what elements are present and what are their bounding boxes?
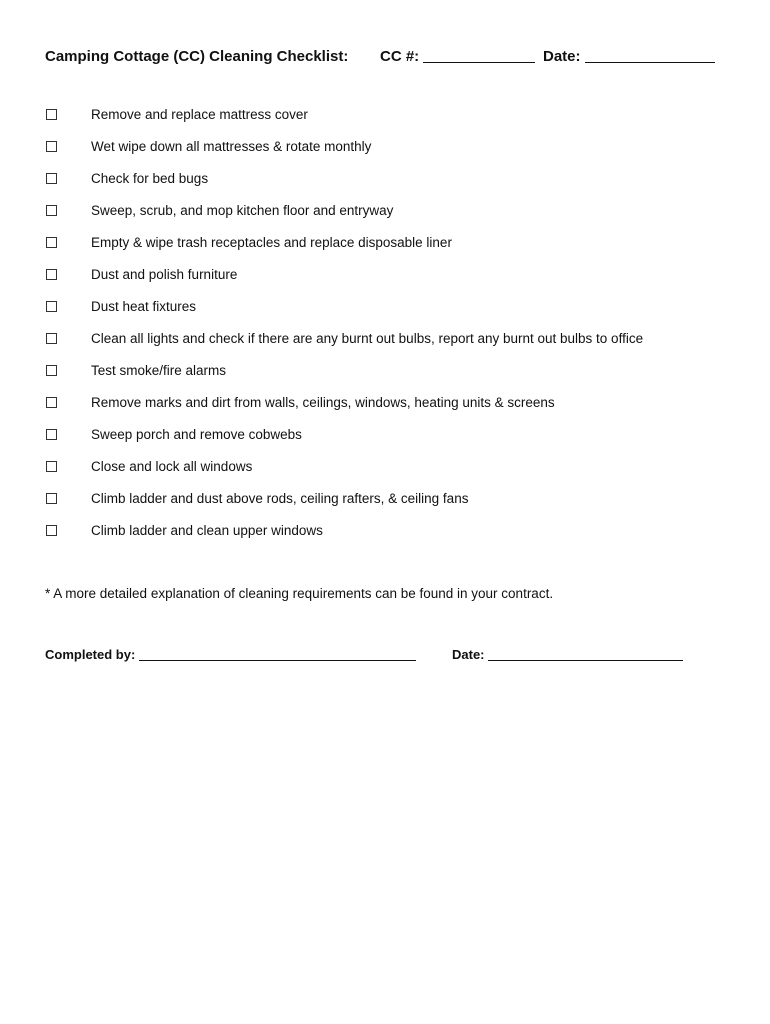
document-title: Camping Cottage (CC) Cleaning Checklist: — [45, 48, 349, 65]
checkbox[interactable] — [46, 493, 57, 504]
completed-by-label: Completed by: — [45, 647, 136, 662]
checkbox[interactable] — [46, 237, 57, 248]
checkbox[interactable] — [46, 461, 57, 472]
contract-note: * A more detailed explanation of cleaning requirements can be found in your contract. — [45, 586, 554, 601]
footer-date-label: Date: — [452, 647, 485, 662]
checklist-item — [45, 297, 735, 329]
checklist-item — [45, 233, 735, 265]
checklist-item — [45, 489, 735, 521]
checklist-item-text: Remove marks and dirt from walls, ceilings, windows, heating units & screens — [91, 395, 555, 410]
checklist-item-text: Check for bed bugs — [91, 171, 209, 186]
footer-date-field — [452, 647, 683, 662]
checklist-item-text: Dust and polish furniture — [91, 267, 238, 282]
checkbox[interactable] — [46, 269, 57, 280]
cc-number-field — [380, 48, 535, 65]
checklist-item-text: Clean all lights and check if there are any burnt out bulbs, report any burnt out bulbs to office — [91, 331, 644, 346]
checkbox[interactable] — [46, 429, 57, 440]
completed-by-blank — [139, 647, 416, 661]
document-header — [45, 48, 735, 70]
checklist-item-text: Close and lock all windows — [91, 459, 253, 474]
checklist-item — [45, 521, 735, 553]
checklist-item-text: Test smoke/fire alarms — [91, 363, 227, 378]
cc-number-label: CC #: — [380, 48, 420, 65]
checklist-item — [45, 457, 735, 489]
cleaning-checklist — [45, 105, 735, 553]
checkbox[interactable] — [46, 365, 57, 376]
checkbox[interactable] — [46, 109, 57, 120]
header-date-blank — [585, 48, 715, 63]
checklist-item — [45, 137, 735, 169]
checkbox[interactable] — [46, 173, 57, 184]
header-date-field — [543, 48, 715, 65]
checklist-item-text: Climb ladder and clean upper windows — [91, 523, 323, 538]
checklist-item-text: Dust heat fixtures — [91, 299, 197, 314]
checkbox[interactable] — [46, 205, 57, 216]
checklist-item — [45, 361, 735, 393]
checklist-item — [45, 425, 735, 457]
checkbox[interactable] — [46, 525, 57, 536]
cc-number-blank — [423, 48, 535, 63]
completed-by-field — [45, 647, 416, 662]
checkbox[interactable] — [46, 141, 57, 152]
checklist-item — [45, 105, 735, 137]
checkbox[interactable] — [46, 301, 57, 312]
checklist-item — [45, 201, 735, 233]
footer-date-blank — [488, 647, 683, 661]
checklist-item-text: Climb ladder and dust above rods, ceiling rafters, & ceiling fans — [91, 491, 469, 506]
checklist-item — [45, 393, 735, 425]
checklist-item — [45, 265, 735, 297]
checklist-item-text: Sweep porch and remove cobwebs — [91, 427, 302, 442]
checkbox[interactable] — [46, 333, 57, 344]
checklist-item-text: Wet wipe down all mattresses & rotate monthly — [91, 139, 372, 154]
header-date-label: Date: — [543, 48, 581, 65]
checklist-item — [45, 329, 735, 361]
checkbox[interactable] — [46, 397, 57, 408]
checklist-item-text: Sweep, scrub, and mop kitchen floor and entryway — [91, 203, 394, 218]
checklist-item-text: Empty & wipe trash receptacles and replace disposable liner — [91, 235, 452, 250]
checklist-item-text: Remove and replace mattress cover — [91, 107, 308, 122]
checklist-item — [45, 169, 735, 201]
